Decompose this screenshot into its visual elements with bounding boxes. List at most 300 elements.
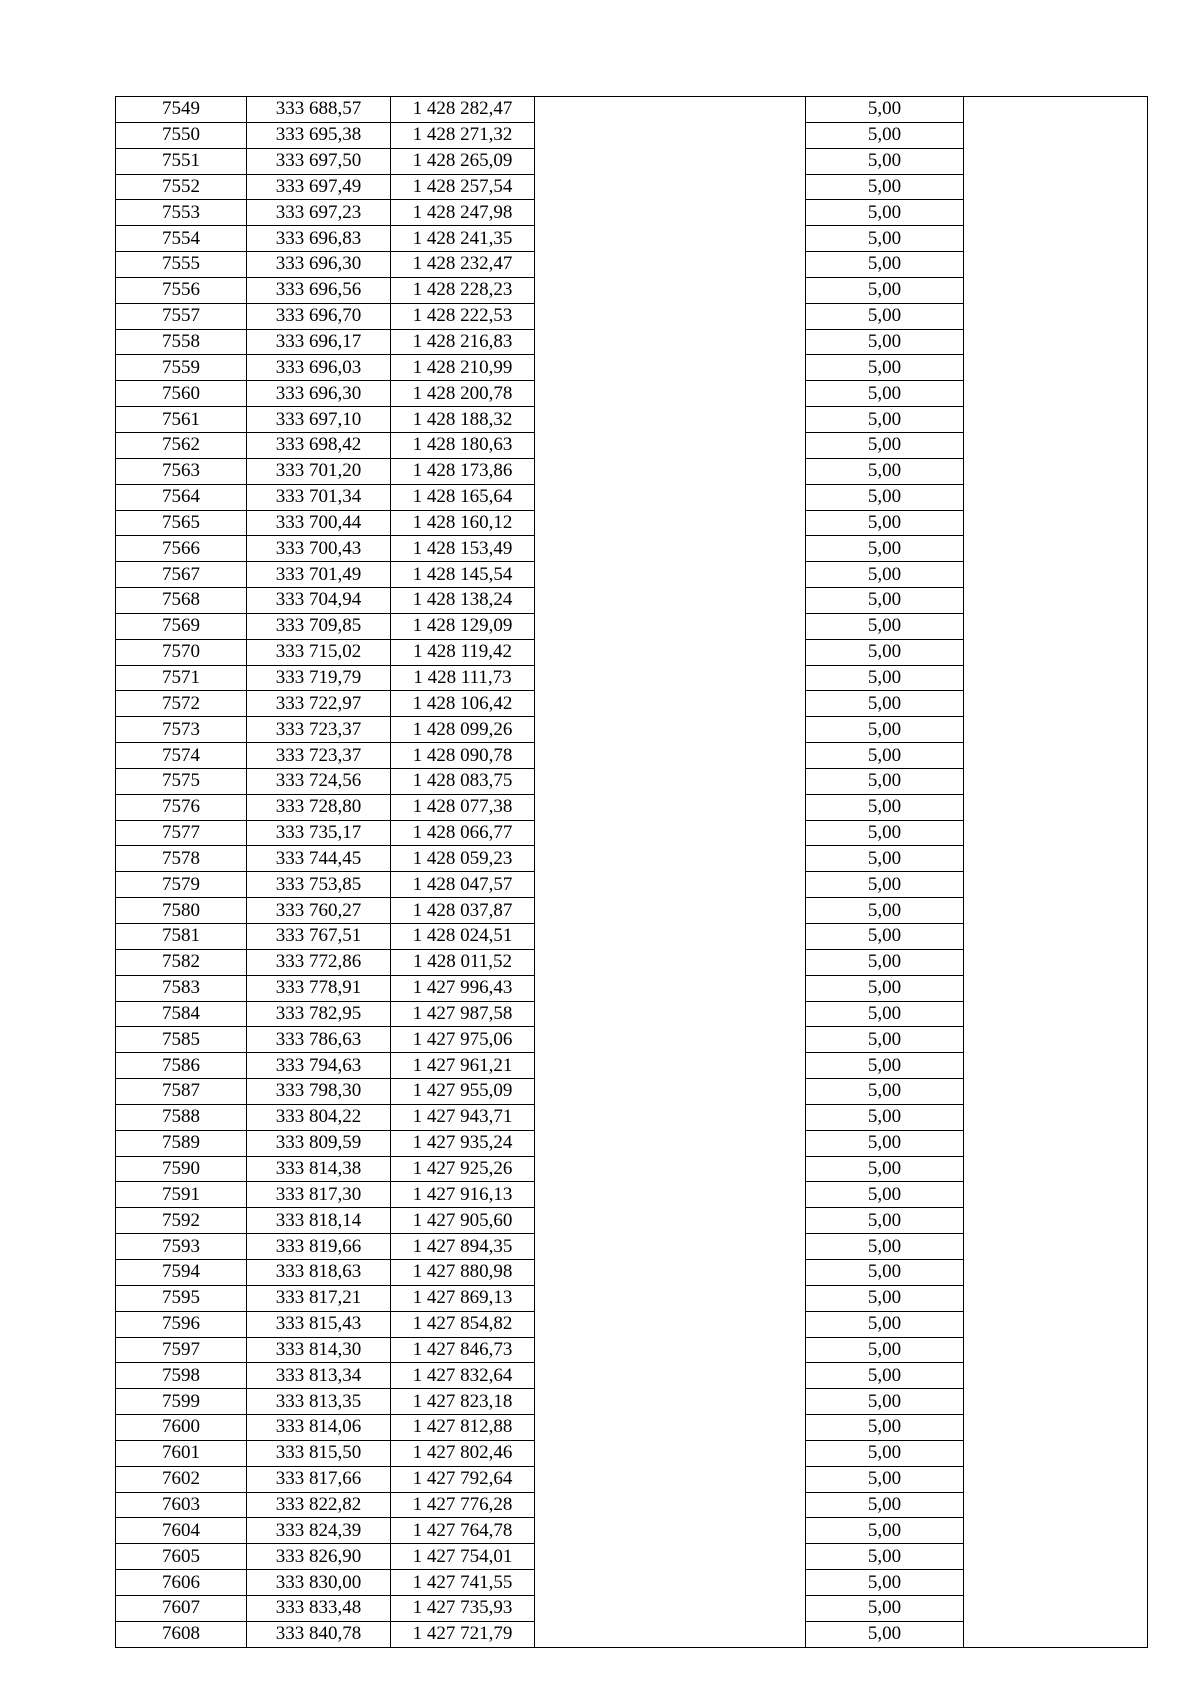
- blank-cell: [964, 1234, 1148, 1260]
- y-coordinate-cell: 1 428 188,32: [391, 407, 535, 433]
- point-number-cell: 7571: [116, 665, 247, 691]
- blank-cell: [535, 1001, 806, 1027]
- point-number-cell: 7555: [116, 252, 247, 278]
- accuracy-cell: 5,00: [806, 1182, 964, 1208]
- blank-cell: [964, 820, 1148, 846]
- accuracy-cell: 5,00: [806, 484, 964, 510]
- blank-cell: [964, 252, 1148, 278]
- blank-cell: [535, 1130, 806, 1156]
- x-coordinate-cell: 333 814,30: [247, 1337, 391, 1363]
- y-coordinate-cell: 1 428 145,54: [391, 562, 535, 588]
- point-number-cell: 7603: [116, 1492, 247, 1518]
- table-row: [116, 613, 1148, 639]
- accuracy-cell: 5,00: [806, 1285, 964, 1311]
- accuracy-cell: 5,00: [806, 432, 964, 458]
- accuracy-cell: 5,00: [806, 1311, 964, 1337]
- table-row: [116, 1259, 1148, 1285]
- y-coordinate-cell: 1 428 111,73: [391, 665, 535, 691]
- x-coordinate-cell: 333 701,20: [247, 458, 391, 484]
- x-coordinate-cell: 333 709,85: [247, 613, 391, 639]
- x-coordinate-cell: 333 715,02: [247, 639, 391, 665]
- table-row: [116, 639, 1148, 665]
- blank-cell: [535, 1259, 806, 1285]
- table-row: [116, 1518, 1148, 1544]
- blank-cell: [964, 1259, 1148, 1285]
- y-coordinate-cell: 1 428 232,47: [391, 252, 535, 278]
- blank-cell: [964, 846, 1148, 872]
- point-number-cell: 7560: [116, 381, 247, 407]
- blank-cell: [535, 949, 806, 975]
- blank-cell: [535, 717, 806, 743]
- blank-cell: [964, 743, 1148, 769]
- accuracy-cell: 5,00: [806, 794, 964, 820]
- point-number-cell: 7601: [116, 1440, 247, 1466]
- blank-cell: [964, 122, 1148, 148]
- point-number-cell: 7557: [116, 303, 247, 329]
- blank-cell: [535, 820, 806, 846]
- x-coordinate-cell: 333 696,03: [247, 355, 391, 381]
- y-coordinate-cell: 1 428 216,83: [391, 329, 535, 355]
- point-number-cell: 7567: [116, 562, 247, 588]
- accuracy-cell: 5,00: [806, 510, 964, 536]
- blank-cell: [964, 1208, 1148, 1234]
- blank-cell: [535, 1208, 806, 1234]
- blank-cell: [535, 768, 806, 794]
- point-number-cell: 7563: [116, 458, 247, 484]
- y-coordinate-cell: 1 427 846,73: [391, 1337, 535, 1363]
- y-coordinate-cell: 1 427 996,43: [391, 975, 535, 1001]
- table-row: [116, 1415, 1148, 1441]
- y-coordinate-cell: 1 428 228,23: [391, 277, 535, 303]
- x-coordinate-cell: 333 695,38: [247, 122, 391, 148]
- accuracy-cell: 5,00: [806, 1337, 964, 1363]
- blank-cell: [964, 1415, 1148, 1441]
- table-row: [116, 510, 1148, 536]
- table-row: [116, 432, 1148, 458]
- table-row: [116, 1053, 1148, 1079]
- blank-cell: [535, 872, 806, 898]
- blank-cell: [535, 898, 806, 924]
- point-number-cell: 7549: [116, 97, 247, 123]
- x-coordinate-cell: 333 813,35: [247, 1389, 391, 1415]
- x-coordinate-cell: 333 696,30: [247, 381, 391, 407]
- y-coordinate-cell: 1 427 955,09: [391, 1079, 535, 1105]
- y-coordinate-cell: 1 428 265,09: [391, 148, 535, 174]
- table-row: [116, 1363, 1148, 1389]
- table-row: [116, 1440, 1148, 1466]
- table-row: [116, 329, 1148, 355]
- table-row: [116, 252, 1148, 278]
- blank-cell: [964, 536, 1148, 562]
- x-coordinate-cell: 333 840,78: [247, 1621, 391, 1647]
- table-row: [116, 303, 1148, 329]
- table-row: [116, 1208, 1148, 1234]
- table-row: [116, 148, 1148, 174]
- accuracy-cell: 5,00: [806, 148, 964, 174]
- table-row: [116, 898, 1148, 924]
- accuracy-cell: 5,00: [806, 1544, 964, 1570]
- y-coordinate-cell: 1 428 271,32: [391, 122, 535, 148]
- accuracy-cell: 5,00: [806, 949, 964, 975]
- table-row: [116, 277, 1148, 303]
- y-coordinate-cell: 1 428 119,42: [391, 639, 535, 665]
- blank-cell: [535, 1104, 806, 1130]
- blank-cell: [535, 1337, 806, 1363]
- blank-cell: [964, 1389, 1148, 1415]
- table-row: [116, 1234, 1148, 1260]
- blank-cell: [964, 97, 1148, 123]
- table-row: [116, 381, 1148, 407]
- blank-cell: [964, 1001, 1148, 1027]
- blank-cell: [535, 303, 806, 329]
- x-coordinate-cell: 333 760,27: [247, 898, 391, 924]
- y-coordinate-cell: 1 428 210,99: [391, 355, 535, 381]
- blank-cell: [964, 277, 1148, 303]
- accuracy-cell: 5,00: [806, 200, 964, 226]
- blank-cell: [535, 458, 806, 484]
- blank-cell: [535, 277, 806, 303]
- blank-cell: [535, 743, 806, 769]
- y-coordinate-cell: 1 428 083,75: [391, 768, 535, 794]
- blank-cell: [535, 1234, 806, 1260]
- x-coordinate-cell: 333 753,85: [247, 872, 391, 898]
- x-coordinate-cell: 333 826,90: [247, 1544, 391, 1570]
- blank-cell: [535, 1595, 806, 1621]
- x-coordinate-cell: 333 697,50: [247, 148, 391, 174]
- blank-cell: [535, 613, 806, 639]
- blank-cell: [964, 1595, 1148, 1621]
- blank-cell: [964, 1466, 1148, 1492]
- table-row: [116, 1156, 1148, 1182]
- table-row: [116, 458, 1148, 484]
- accuracy-cell: 5,00: [806, 536, 964, 562]
- point-number-cell: 7608: [116, 1621, 247, 1647]
- blank-cell: [964, 329, 1148, 355]
- y-coordinate-cell: 1 428 099,26: [391, 717, 535, 743]
- blank-cell: [535, 1544, 806, 1570]
- accuracy-cell: 5,00: [806, 1027, 964, 1053]
- y-coordinate-cell: 1 428 106,42: [391, 691, 535, 717]
- x-coordinate-cell: 333 719,79: [247, 665, 391, 691]
- x-coordinate-cell: 333 697,49: [247, 174, 391, 200]
- y-coordinate-cell: 1 428 024,51: [391, 924, 535, 950]
- x-coordinate-cell: 333 744,45: [247, 846, 391, 872]
- blank-cell: [964, 1440, 1148, 1466]
- y-coordinate-cell: 1 428 241,35: [391, 226, 535, 252]
- accuracy-cell: 5,00: [806, 1492, 964, 1518]
- blank-cell: [535, 122, 806, 148]
- blank-cell: [964, 898, 1148, 924]
- blank-cell: [964, 484, 1148, 510]
- accuracy-cell: 5,00: [806, 665, 964, 691]
- y-coordinate-cell: 1 427 741,55: [391, 1570, 535, 1596]
- x-coordinate-cell: 333 704,94: [247, 588, 391, 614]
- blank-cell: [964, 510, 1148, 536]
- y-coordinate-cell: 1 428 247,98: [391, 200, 535, 226]
- accuracy-cell: 5,00: [806, 226, 964, 252]
- blank-cell: [964, 407, 1148, 433]
- x-coordinate-cell: 333 830,00: [247, 1570, 391, 1596]
- point-number-cell: 7582: [116, 949, 247, 975]
- point-number-cell: 7561: [116, 407, 247, 433]
- accuracy-cell: 5,00: [806, 588, 964, 614]
- blank-cell: [964, 303, 1148, 329]
- y-coordinate-cell: 1 428 153,49: [391, 536, 535, 562]
- y-coordinate-cell: 1 427 802,46: [391, 1440, 535, 1466]
- blank-cell: [964, 1492, 1148, 1518]
- accuracy-cell: 5,00: [806, 122, 964, 148]
- x-coordinate-cell: 333 696,70: [247, 303, 391, 329]
- point-number-cell: 7569: [116, 613, 247, 639]
- blank-cell: [535, 1570, 806, 1596]
- table-row: [116, 717, 1148, 743]
- blank-cell: [964, 1337, 1148, 1363]
- x-coordinate-cell: 333 833,48: [247, 1595, 391, 1621]
- blank-cell: [964, 665, 1148, 691]
- y-coordinate-cell: 1 427 935,24: [391, 1130, 535, 1156]
- table-row: [116, 1311, 1148, 1337]
- blank-cell: [535, 381, 806, 407]
- table-row: [116, 665, 1148, 691]
- table-row: [116, 1337, 1148, 1363]
- point-number-cell: 7588: [116, 1104, 247, 1130]
- point-number-cell: 7556: [116, 277, 247, 303]
- x-coordinate-cell: 333 697,10: [247, 407, 391, 433]
- y-coordinate-cell: 1 428 282,47: [391, 97, 535, 123]
- point-number-cell: 7597: [116, 1337, 247, 1363]
- point-number-cell: 7575: [116, 768, 247, 794]
- table-row: [116, 1570, 1148, 1596]
- accuracy-cell: 5,00: [806, 1130, 964, 1156]
- blank-cell: [964, 872, 1148, 898]
- x-coordinate-cell: 333 817,66: [247, 1466, 391, 1492]
- point-number-cell: 7602: [116, 1466, 247, 1492]
- point-number-cell: 7566: [116, 536, 247, 562]
- x-coordinate-cell: 333 696,56: [247, 277, 391, 303]
- table-row: [116, 1001, 1148, 1027]
- table-row: [116, 122, 1148, 148]
- y-coordinate-cell: 1 427 721,79: [391, 1621, 535, 1647]
- blank-cell: [535, 1053, 806, 1079]
- point-number-cell: 7594: [116, 1259, 247, 1285]
- table-row: [116, 407, 1148, 433]
- blank-cell: [535, 407, 806, 433]
- blank-cell: [964, 355, 1148, 381]
- accuracy-cell: 5,00: [806, 1234, 964, 1260]
- table-row: [116, 743, 1148, 769]
- y-coordinate-cell: 1 428 077,38: [391, 794, 535, 820]
- x-coordinate-cell: 333 735,17: [247, 820, 391, 846]
- y-coordinate-cell: 1 427 812,88: [391, 1415, 535, 1441]
- x-coordinate-cell: 333 818,14: [247, 1208, 391, 1234]
- accuracy-cell: 5,00: [806, 1259, 964, 1285]
- blank-cell: [535, 329, 806, 355]
- accuracy-cell: 5,00: [806, 1363, 964, 1389]
- blank-cell: [535, 1415, 806, 1441]
- blank-cell: [964, 975, 1148, 1001]
- accuracy-cell: 5,00: [806, 924, 964, 950]
- blank-cell: [535, 846, 806, 872]
- y-coordinate-cell: 1 427 925,26: [391, 1156, 535, 1182]
- x-coordinate-cell: 333 696,83: [247, 226, 391, 252]
- point-number-cell: 7600: [116, 1415, 247, 1441]
- y-coordinate-cell: 1 427 905,60: [391, 1208, 535, 1234]
- accuracy-cell: 5,00: [806, 174, 964, 200]
- blank-cell: [535, 484, 806, 510]
- blank-cell: [964, 1544, 1148, 1570]
- x-coordinate-cell: 333 688,57: [247, 97, 391, 123]
- blank-cell: [964, 562, 1148, 588]
- point-number-cell: 7584: [116, 1001, 247, 1027]
- blank-cell: [964, 1311, 1148, 1337]
- blank-cell: [964, 148, 1148, 174]
- y-coordinate-cell: 1 427 961,21: [391, 1053, 535, 1079]
- x-coordinate-cell: 333 794,63: [247, 1053, 391, 1079]
- blank-cell: [535, 665, 806, 691]
- table-row: [116, 200, 1148, 226]
- blank-cell: [535, 432, 806, 458]
- table-row: [116, 924, 1148, 950]
- blank-cell: [964, 458, 1148, 484]
- point-number-cell: 7580: [116, 898, 247, 924]
- blank-cell: [964, 1053, 1148, 1079]
- blank-cell: [964, 1156, 1148, 1182]
- blank-cell: [535, 1466, 806, 1492]
- table-row: [116, 1285, 1148, 1311]
- point-number-cell: 7598: [116, 1363, 247, 1389]
- point-number-cell: 7568: [116, 588, 247, 614]
- table-row: [116, 691, 1148, 717]
- point-number-cell: 7595: [116, 1285, 247, 1311]
- y-coordinate-cell: 1 428 129,09: [391, 613, 535, 639]
- point-number-cell: 7550: [116, 122, 247, 148]
- x-coordinate-cell: 333 786,63: [247, 1027, 391, 1053]
- point-number-cell: 7586: [116, 1053, 247, 1079]
- blank-cell: [964, 691, 1148, 717]
- x-coordinate-cell: 333 814,06: [247, 1415, 391, 1441]
- y-coordinate-cell: 1 427 854,82: [391, 1311, 535, 1337]
- blank-cell: [535, 975, 806, 1001]
- table-row: [116, 562, 1148, 588]
- blank-cell: [535, 1311, 806, 1337]
- accuracy-cell: 5,00: [806, 768, 964, 794]
- x-coordinate-cell: 333 782,95: [247, 1001, 391, 1027]
- blank-cell: [535, 562, 806, 588]
- x-coordinate-cell: 333 814,38: [247, 1156, 391, 1182]
- blank-cell: [964, 381, 1148, 407]
- y-coordinate-cell: 1 427 880,98: [391, 1259, 535, 1285]
- accuracy-cell: 5,00: [806, 639, 964, 665]
- y-coordinate-cell: 1 428 222,53: [391, 303, 535, 329]
- x-coordinate-cell: 333 817,21: [247, 1285, 391, 1311]
- blank-cell: [964, 768, 1148, 794]
- accuracy-cell: 5,00: [806, 381, 964, 407]
- x-coordinate-cell: 333 809,59: [247, 1130, 391, 1156]
- blank-cell: [535, 1156, 806, 1182]
- point-number-cell: 7565: [116, 510, 247, 536]
- blank-cell: [964, 1027, 1148, 1053]
- x-coordinate-cell: 333 700,44: [247, 510, 391, 536]
- blank-cell: [964, 1130, 1148, 1156]
- x-coordinate-cell: 333 722,97: [247, 691, 391, 717]
- point-number-cell: 7579: [116, 872, 247, 898]
- point-number-cell: 7607: [116, 1595, 247, 1621]
- x-coordinate-cell: 333 819,66: [247, 1234, 391, 1260]
- x-coordinate-cell: 333 772,86: [247, 949, 391, 975]
- table-row: [116, 975, 1148, 1001]
- accuracy-cell: 5,00: [806, 1208, 964, 1234]
- y-coordinate-cell: 1 427 764,78: [391, 1518, 535, 1544]
- y-coordinate-cell: 1 427 943,71: [391, 1104, 535, 1130]
- accuracy-cell: 5,00: [806, 1621, 964, 1647]
- point-number-cell: 7558: [116, 329, 247, 355]
- point-number-cell: 7583: [116, 975, 247, 1001]
- accuracy-cell: 5,00: [806, 1415, 964, 1441]
- x-coordinate-cell: 333 701,34: [247, 484, 391, 510]
- x-coordinate-cell: 333 824,39: [247, 1518, 391, 1544]
- x-coordinate-cell: 333 818,63: [247, 1259, 391, 1285]
- blank-cell: [535, 924, 806, 950]
- x-coordinate-cell: 333 723,37: [247, 717, 391, 743]
- point-number-cell: 7576: [116, 794, 247, 820]
- point-number-cell: 7587: [116, 1079, 247, 1105]
- blank-cell: [535, 691, 806, 717]
- x-coordinate-cell: 333 815,43: [247, 1311, 391, 1337]
- accuracy-cell: 5,00: [806, 613, 964, 639]
- accuracy-cell: 5,00: [806, 1466, 964, 1492]
- blank-cell: [964, 1621, 1148, 1647]
- point-number-cell: 7553: [116, 200, 247, 226]
- blank-cell: [535, 200, 806, 226]
- x-coordinate-cell: 333 813,34: [247, 1363, 391, 1389]
- point-number-cell: 7591: [116, 1182, 247, 1208]
- table-row: [116, 1621, 1148, 1647]
- blank-cell: [964, 1285, 1148, 1311]
- blank-cell: [964, 200, 1148, 226]
- table-row: [116, 1492, 1148, 1518]
- x-coordinate-cell: 333 700,43: [247, 536, 391, 562]
- y-coordinate-cell: 1 427 975,06: [391, 1027, 535, 1053]
- table-row: [116, 484, 1148, 510]
- y-coordinate-cell: 1 427 987,58: [391, 1001, 535, 1027]
- table-row: [116, 794, 1148, 820]
- x-coordinate-cell: 333 767,51: [247, 924, 391, 950]
- x-coordinate-cell: 333 696,17: [247, 329, 391, 355]
- point-number-cell: 7572: [116, 691, 247, 717]
- blank-cell: [964, 174, 1148, 200]
- point-number-cell: 7578: [116, 846, 247, 872]
- accuracy-cell: 5,00: [806, 820, 964, 846]
- y-coordinate-cell: 1 428 200,78: [391, 381, 535, 407]
- blank-cell: [964, 1363, 1148, 1389]
- point-number-cell: 7570: [116, 639, 247, 665]
- point-number-cell: 7590: [116, 1156, 247, 1182]
- accuracy-cell: 5,00: [806, 717, 964, 743]
- blank-cell: [535, 1285, 806, 1311]
- y-coordinate-cell: 1 428 138,24: [391, 588, 535, 614]
- point-number-cell: 7593: [116, 1234, 247, 1260]
- blank-cell: [535, 148, 806, 174]
- point-number-cell: 7596: [116, 1311, 247, 1337]
- table-row: [116, 872, 1148, 898]
- point-number-cell: 7551: [116, 148, 247, 174]
- blank-cell: [535, 97, 806, 123]
- accuracy-cell: 5,00: [806, 458, 964, 484]
- point-number-cell: 7577: [116, 820, 247, 846]
- accuracy-cell: 5,00: [806, 1570, 964, 1596]
- table-row: [116, 1595, 1148, 1621]
- table-row: [116, 1104, 1148, 1130]
